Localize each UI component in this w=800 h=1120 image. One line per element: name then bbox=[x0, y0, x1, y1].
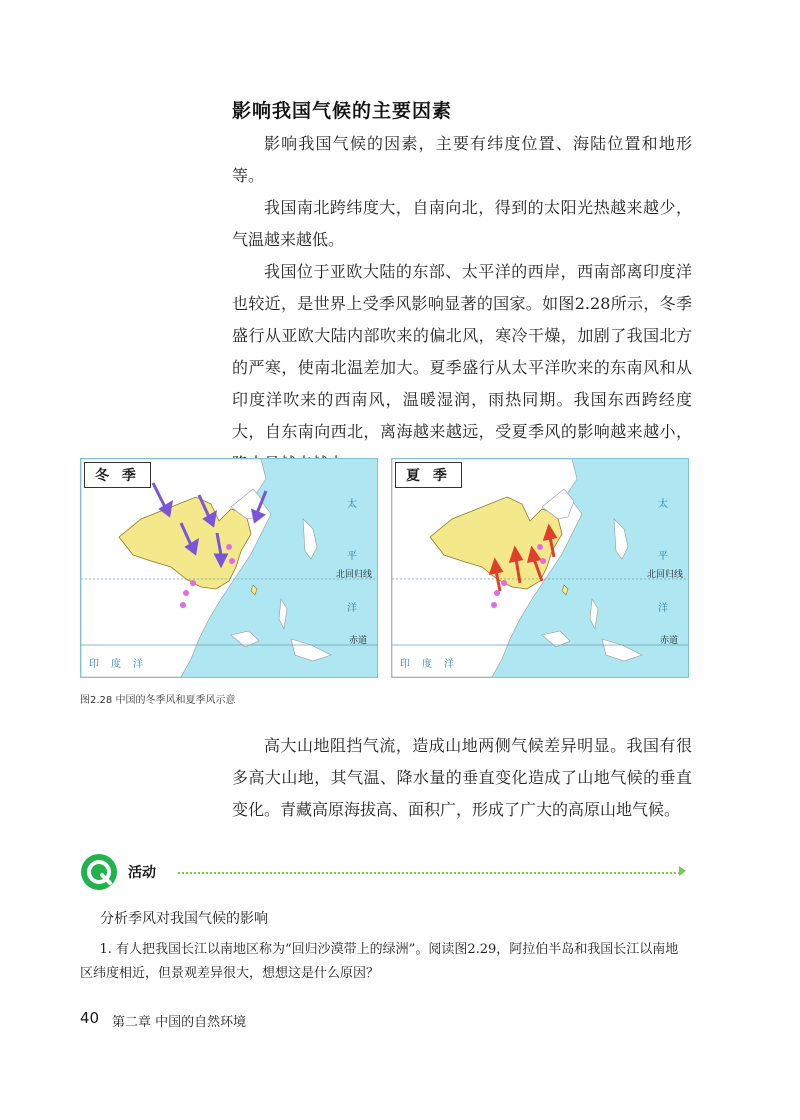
indian-label: 印 bbox=[89, 659, 99, 670]
tropic-label: 北回归线 bbox=[336, 570, 373, 580]
pacific-label: 太 bbox=[658, 499, 668, 510]
season-label: 夏 季 bbox=[395, 462, 462, 488]
paragraph: 影响我国气候的因素，主要有纬度位置、海陆位置和地形等。 bbox=[232, 134, 692, 185]
activity-subtitle: 分析季风对我国气候的影响 bbox=[100, 911, 268, 927]
figure-caption: 图2.28 中国的冬季风和夏季风示意 bbox=[80, 695, 236, 706]
summer-map-graphic bbox=[392, 459, 688, 677]
winter-monsoon-map bbox=[80, 458, 378, 678]
pacific-label: 平 bbox=[658, 551, 668, 562]
activity-question: 1. 有人把我国长江以南地区称为“回归沙漠带上的绿洲”。阅读图2.29，阿拉伯半岛和我国长江以南地区纬度相近，但景观差异很大，想想这是什么原因？ bbox=[80, 942, 679, 981]
pacific-label: 洋 bbox=[658, 603, 668, 614]
pacific-label: 平 bbox=[347, 551, 357, 562]
indian-label: 洋 bbox=[133, 659, 143, 670]
winter-map-graphic bbox=[81, 459, 377, 677]
paragraph: 高大山地阻挡气流，造成山地两侧气候差异明显。我国有很多高大山地，其气温、降水量的垂直变化造成了山地气候的垂直变化。青藏高原海拔高、面积广，形成了广大的高原山地气候。 bbox=[232, 736, 692, 819]
summer-monsoon-map bbox=[391, 458, 689, 678]
pacific-label: 洋 bbox=[347, 603, 357, 614]
terrain-paragraph bbox=[232, 730, 692, 826]
indian-label: 洋 bbox=[444, 659, 454, 670]
chapter-title: 第二章 中国的自然环境 bbox=[112, 1015, 247, 1030]
equator-label: 赤道 bbox=[349, 636, 368, 646]
indian-label: 印 bbox=[400, 659, 410, 670]
section-title: 影响我国气候的主要因素 bbox=[232, 100, 453, 122]
paragraph: 我国位于亚欧大陆的东部、太平洋的西岸，西南部离印度洋也较近，是世界上受季风影响显著的国家。如图2.28所示，冬季盛行从亚欧大陆内部吹来的偏北风，寒冷干燥，加剧了我国北方的严寒，使南北温差加大。夏季盛行从太平洋吹来的东南风和从印度洋吹来的西南风，温暖湿润，雨热同期。我国东西跨经度大，自东南向西北，离海越来越远，受夏季风的影响越来越小， bbox=[232, 262, 692, 441]
activity-divider bbox=[178, 872, 680, 874]
activity-title: 活动 bbox=[128, 865, 156, 881]
pacific-label: 太 bbox=[347, 499, 357, 510]
intro-paragraphs bbox=[232, 128, 692, 480]
activity-icon bbox=[80, 853, 118, 891]
tropic-label: 北回归线 bbox=[647, 570, 684, 580]
page-number: 40 bbox=[80, 1009, 100, 1027]
indian-label: 度 bbox=[111, 659, 121, 670]
chevron-right-icon bbox=[679, 866, 686, 876]
paragraph: 我国南北跨纬度大，自南向北，得到的太阳光热越来越少，气温越来越低。 bbox=[232, 198, 692, 249]
indian-label: 度 bbox=[422, 659, 432, 670]
season-label: 冬 季 bbox=[84, 462, 151, 488]
equator-label: 赤道 bbox=[660, 636, 679, 646]
